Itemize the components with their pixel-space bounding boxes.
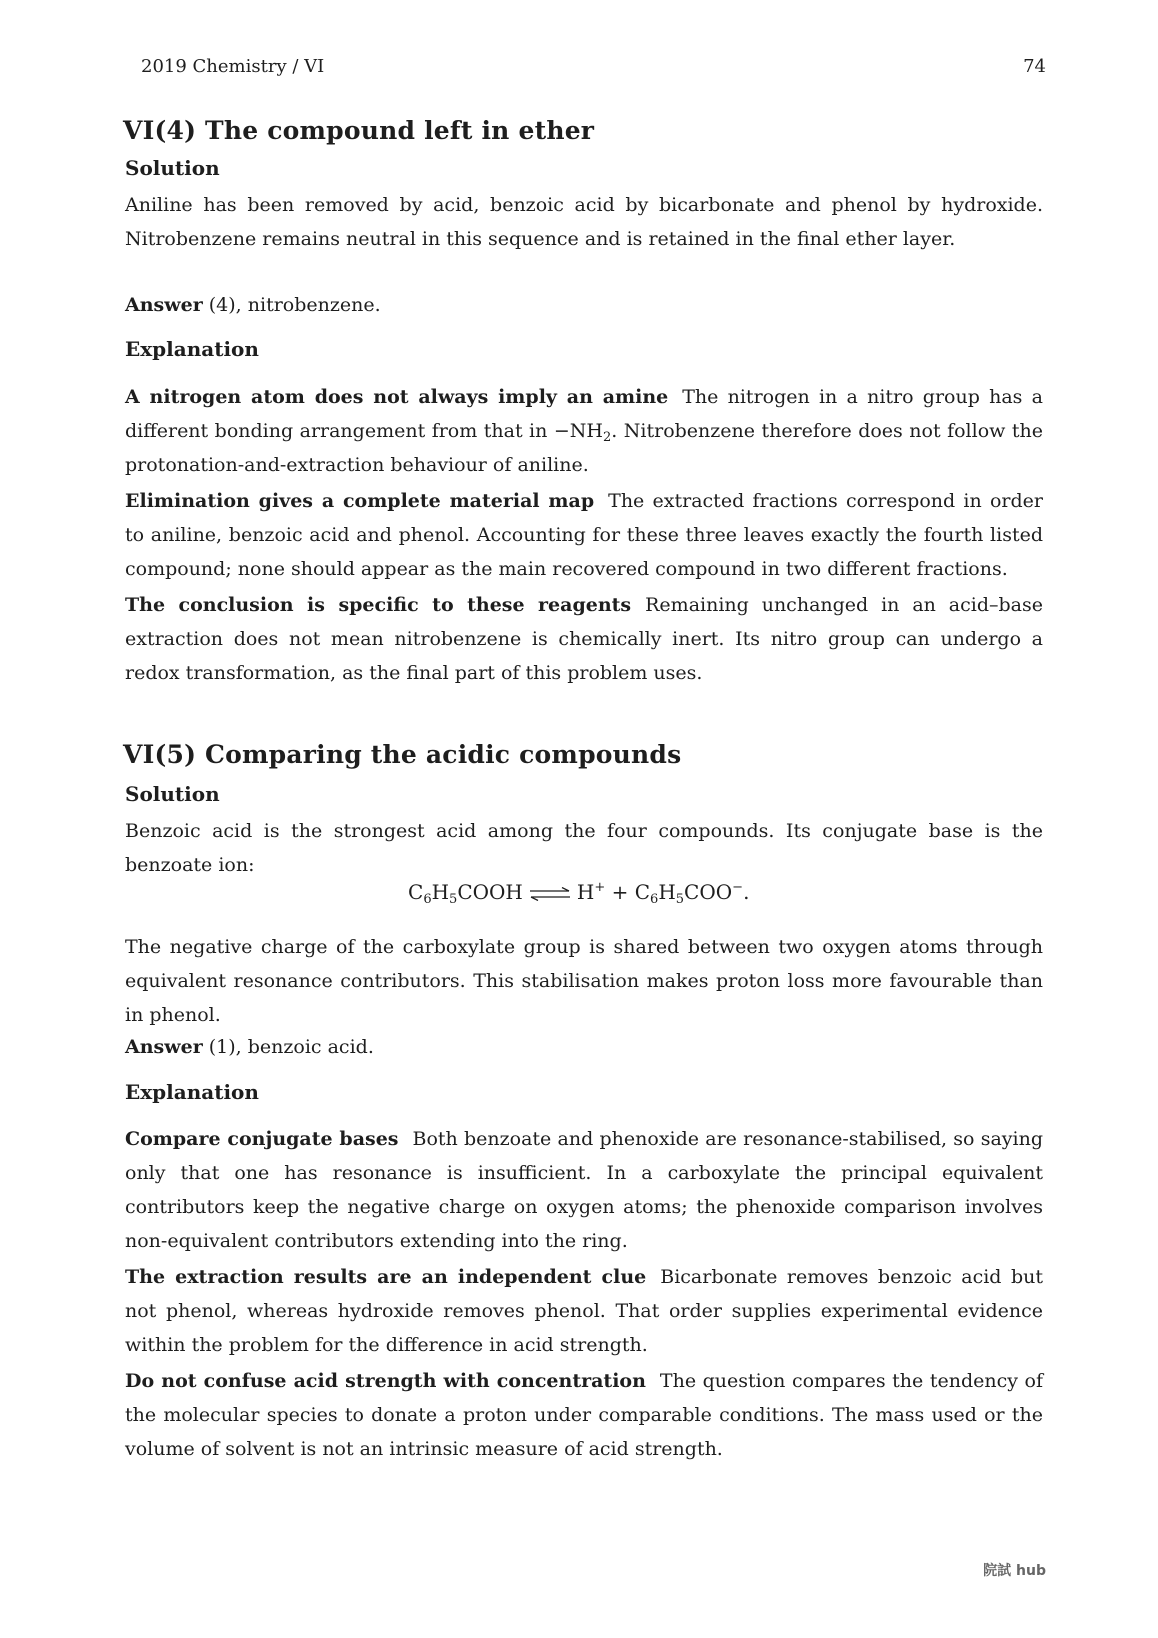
answer-label: Answer bbox=[125, 294, 203, 316]
footer-logo: 院試 hub bbox=[983, 1563, 1046, 1579]
section-5-title: VI(5) Comparing the acidic compounds bbox=[123, 740, 682, 769]
point-text: Remaining unchanged in an acid–base extraction does not mean nitrobenzene is chemically inert. Its nitro group can undergo a redox transformation, as the final part of this problem uses. bbox=[125, 594, 1043, 684]
section-5-explanation-label: Explanation bbox=[125, 1080, 259, 1104]
point-text: Both benzoate and phenoxide are resonance-stabilised, so saying only that one has resonance is insufficient. In a carboxylate the principal equivalent contributors keep the negative charge on oxygen atoms; the phenoxide comparison involves non-equivalent contributors extending into the ring. bbox=[125, 1128, 1044, 1252]
point-heading: Do not confuse acid strength with concentration bbox=[125, 1370, 646, 1392]
running-header: 2019 Chemistry / VI bbox=[141, 56, 325, 77]
point-heading: The conclusion is specific to these reagents bbox=[125, 594, 632, 616]
section-4-title: VI(4) The compound left in ether bbox=[123, 116, 595, 145]
point-text: The extracted fractions correspond in order to aniline, benzoic acid and phenol. Accounting for these three leaves exactly the fourth listed compound; none should appear as the main recovered compound in two different fractions. bbox=[125, 490, 1043, 580]
section-5-resonance-text: The negative charge of the carboxylate group is shared between two oxygen atoms through equivalent resonance contributors. This stabilisation makes proton loss more favourable than in phenol. bbox=[125, 936, 1043, 1026]
answer-label: Answer bbox=[125, 1036, 203, 1058]
section-4-answer bbox=[125, 288, 1043, 322]
point-text-continued: . Nitrobenzene therefore does not follow the protonation-and-extraction behaviour of aniline. bbox=[125, 420, 1043, 476]
answer-text: (1), benzoic acid. bbox=[208, 1036, 374, 1058]
equilibrium-arrow-icon bbox=[529, 887, 571, 901]
section-5-point-1 bbox=[125, 1122, 1043, 1258]
section-4-solution-label: Solution bbox=[125, 156, 220, 180]
point-heading: Compare conjugate bases bbox=[125, 1128, 399, 1150]
point-heading: The extraction results are an independent clue bbox=[125, 1266, 647, 1288]
dissociation-equation: $C_6H_5COOH$ $H^+ + C_6H_5COO^-$. bbox=[408, 880, 750, 907]
section-5-answer bbox=[125, 1030, 1043, 1064]
page-number: 74 bbox=[1023, 56, 1046, 77]
section-5-solution-label: Solution bbox=[125, 782, 220, 806]
point-text: The nitrogen in a nitro group has a different bonding arrangement from that in −NH bbox=[125, 386, 1043, 442]
section-5-point-3 bbox=[125, 1364, 1043, 1466]
point-heading: A nitrogen atom does not always imply an amine bbox=[125, 386, 669, 408]
point-text: The question compares the tendency of the molecular species to donate a proton under comparable conditions. The mass used or the volume of solvent is not an intrinsic measure of acid strength. bbox=[125, 1370, 1043, 1460]
section-4-point-3 bbox=[125, 588, 1043, 690]
section-4-point-1 bbox=[125, 380, 1043, 482]
point-heading: Elimination gives a complete material map bbox=[125, 490, 595, 512]
subscript: 2 bbox=[602, 430, 612, 445]
section-5-point-2 bbox=[125, 1260, 1043, 1362]
section-5-solution-text: Benzoic acid is the strongest acid among the four compounds. Its conjugate base is the benzoate ion: bbox=[125, 820, 1043, 876]
section-4-solution-text: Aniline has been removed by acid, benzoic acid by bicarbonate and phenol by hydroxide. Nitrobenzene remains neutral in this sequence and is retained in the final ether layer. bbox=[125, 194, 1043, 250]
answer-text: (4), nitrobenzene. bbox=[208, 294, 381, 316]
section-4-explanation-label: Explanation bbox=[125, 337, 259, 361]
section-4-point-2 bbox=[125, 484, 1043, 586]
point-text: Bicarbonate removes benzoic acid but not phenol, whereas hydroxide removes phenol. That order supplies experimental evidence within the problem for the difference in acid strength. bbox=[125, 1266, 1043, 1356]
